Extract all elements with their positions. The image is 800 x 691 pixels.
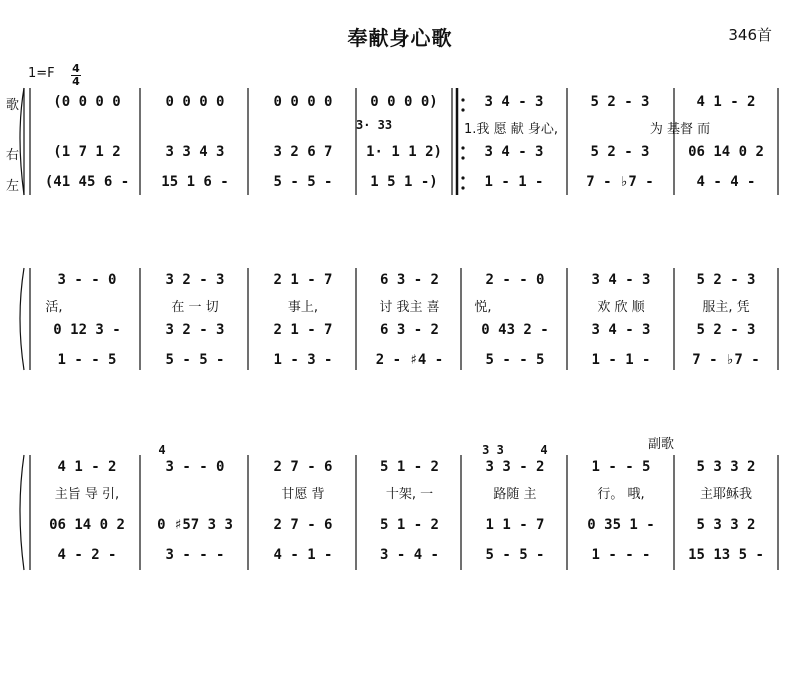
measure: 7 - ♭7 - (586, 174, 654, 190)
lyric: 甘愿 背 (281, 487, 325, 502)
lyric: 讨 我主 喜 (379, 300, 440, 315)
measure: 3 2 - 3 (165, 322, 225, 338)
measure: 0 0 0 0 (165, 94, 225, 110)
measure: 0 43 2 - (481, 322, 549, 338)
measure: 5 3 3 2 (696, 517, 756, 533)
lyric-line (34, 118, 778, 138)
measure: 5 2 - 3 (696, 322, 756, 338)
measure: 1 1 - 7 (485, 517, 545, 533)
left-hand-line (34, 547, 778, 569)
measure: 7 - ♭7 - (692, 352, 760, 368)
measure: 3 4 - 3 (484, 144, 544, 160)
measure: 0 0 0 0 (273, 94, 333, 110)
measure: 2 7 - 6 (273, 517, 333, 533)
measure: 1 - 1 - (484, 174, 544, 190)
measure: 5 2 - 3 (696, 272, 756, 288)
right-hand-line (34, 322, 778, 344)
right-hand-line (34, 517, 778, 539)
lyric: 事上, (287, 300, 319, 315)
measure: 15 13 5 - (688, 547, 764, 563)
measure: 6 3 - 2 (379, 272, 439, 288)
measure: 3 3 - 2 (485, 459, 545, 475)
measure: 5 2 - 3 (590, 144, 650, 160)
lyric: 欢 欣 顺 (597, 300, 645, 315)
measure: 1 - - 5 (591, 459, 651, 475)
measure: 3 - - 0 (165, 459, 225, 475)
lyric: 服主, 凭 (702, 300, 750, 315)
lyric: 活, (45, 300, 63, 315)
measure: 3 - - - (165, 547, 225, 563)
measure: 0 35 1 - (587, 517, 655, 533)
key-signature: 1=F (28, 66, 55, 81)
measure: 1 5 1 -) (370, 174, 438, 190)
lyric-line (34, 296, 778, 316)
measure: 4 - 4 - (696, 174, 756, 190)
lyric: 路随 主 (493, 487, 537, 502)
measure: 3 2 - 3 (165, 272, 225, 288)
measure: 5 - 5 - (273, 174, 333, 190)
measure: 1 - - - (591, 547, 651, 563)
measure: 2 7 - 6 (273, 459, 333, 475)
row-label-right: 右 (6, 148, 20, 163)
section-label-chorus: 副歌 (648, 437, 675, 452)
measure: 0 ♯57 3 3 (157, 517, 233, 533)
lyric: 为 基督 而 (649, 122, 711, 137)
measure: 3 4 - 3 (484, 94, 544, 110)
measure: 5 2 - 3 (590, 94, 650, 110)
measure: 06 14 0 2 (49, 517, 125, 533)
measure: 2 1 - 7 (273, 272, 333, 288)
upper-note-line (34, 443, 778, 459)
measure: 5 1 - 2 (379, 459, 439, 475)
voice-line (34, 272, 778, 294)
page-title: 奉献身心歌 (347, 26, 453, 50)
measure: 4 - 1 - (273, 547, 333, 563)
right-hand-line (34, 144, 778, 166)
lyric: 在 一 切 (171, 300, 219, 315)
measure: 4 1 - 2 (57, 459, 117, 475)
lyric-line (34, 483, 778, 503)
measure: 1 - 3 - (273, 352, 333, 368)
upper-note: 4 (158, 443, 166, 457)
measure: 6 3 - 2 (379, 322, 439, 338)
measure: (0 0 0 0 (53, 94, 121, 110)
measure: 5 3 3 2 (696, 459, 756, 475)
left-hand-line (34, 174, 778, 196)
measure: 3 - - 0 (57, 272, 117, 288)
hymn-number: 346首 (728, 26, 772, 44)
measure: (41 45 6 - (44, 174, 130, 190)
left-hand-line (34, 352, 778, 374)
measure: 5 1 - 2 (379, 517, 439, 533)
upper-note: 3 3 (482, 443, 504, 457)
measure: 4 1 - 2 (696, 94, 756, 110)
measure: 4 - 2 - (57, 547, 117, 563)
measure: 1· 1 1 2) (366, 144, 442, 160)
lyric: 主耶稣我 (699, 487, 752, 502)
lyric: 行。 哦, (597, 487, 645, 502)
measure: 1 - 1 - (591, 352, 651, 368)
lyric: 1.我 愿 献 身心, (464, 122, 558, 137)
measure: 3 - 4 - (379, 547, 439, 563)
measure: 06 14 0 2 (688, 144, 764, 160)
measure: 3 2 6 7 (273, 144, 333, 160)
voice-line (34, 94, 778, 116)
time-signature-bottom: 4 (72, 75, 80, 88)
measure: 3 4 - 3 (591, 272, 651, 288)
row-label-voice: 歌 (6, 98, 20, 113)
measure: 3 4 - 3 (591, 322, 651, 338)
measure: (1 7 1 2 (53, 144, 121, 160)
measure: 5 - 5 - (165, 352, 225, 368)
lyric: 主旨 导 引, (54, 487, 120, 502)
lyric: 悦, (474, 300, 492, 315)
measure: 3 3 4 3 (165, 144, 225, 160)
measure: 2 - ♯4 - (375, 352, 444, 368)
row-label-left: 左 (6, 179, 20, 194)
lyric: 十架, 一 (385, 487, 434, 502)
upper-note: 4 (540, 443, 548, 457)
upper-note: 3· 33 (356, 118, 393, 132)
measure: 1 - - 5 (57, 352, 117, 368)
measure: 5 - - 5 (485, 352, 545, 368)
measure: 2 1 - 7 (273, 322, 333, 338)
measure: 2 - - 0 (485, 272, 545, 288)
measure: 5 - 5 - (485, 547, 545, 563)
measure: 0 12 3 - (53, 322, 121, 338)
time-signature-top: 4 (72, 62, 80, 75)
measure: 0 0 0 0) (370, 94, 438, 110)
measure: 15 1 6 - (161, 174, 229, 190)
voice-line (34, 459, 778, 481)
